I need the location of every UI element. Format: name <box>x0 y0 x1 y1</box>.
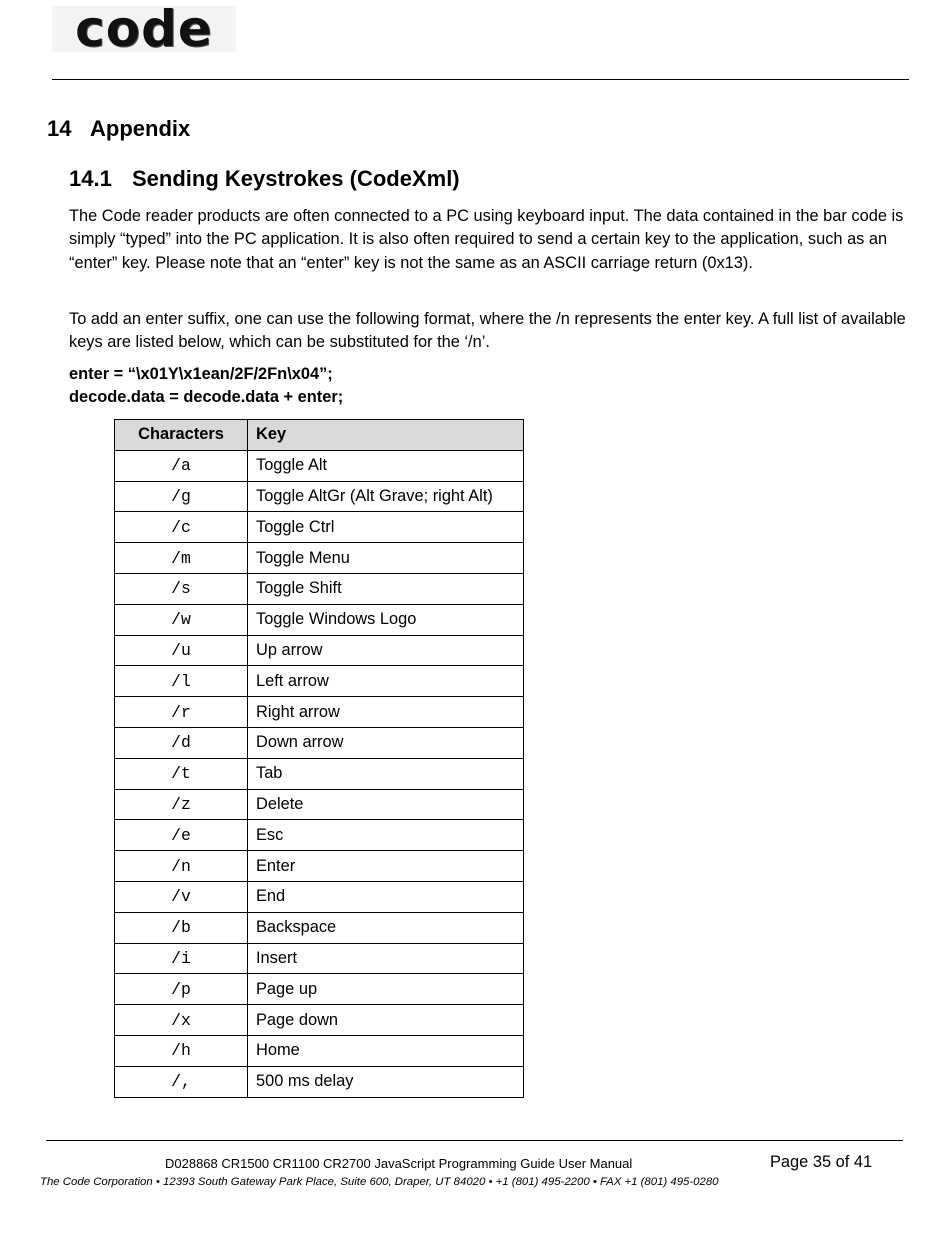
table-row <box>115 604 524 635</box>
table-row <box>115 974 524 1005</box>
table-row <box>115 943 524 974</box>
key-cell: Esc <box>248 820 524 851</box>
table-row <box>115 481 524 512</box>
character-cell: /t <box>115 758 248 789</box>
character-cell: /w <box>115 604 248 635</box>
company-logo <box>52 0 236 58</box>
character-cell: /u <box>115 635 248 666</box>
code-line-decode: decode.data = decode.data + enter; <box>69 388 344 406</box>
key-cell: Page down <box>248 1005 524 1036</box>
table-row <box>115 1035 524 1066</box>
character-cell: /z <box>115 789 248 820</box>
key-cell: Home <box>248 1035 524 1066</box>
table-row <box>115 543 524 574</box>
character-cell: /p <box>115 974 248 1005</box>
table-row <box>115 789 524 820</box>
subsection-heading <box>69 166 460 192</box>
code-line-enter: enter = “\x01Y\x1ean/2F/2Fn\x04”; <box>69 365 333 383</box>
table-row <box>115 758 524 789</box>
key-cell: Tab <box>248 758 524 789</box>
character-cell: /n <box>115 851 248 882</box>
character-cell: /, <box>115 1066 248 1097</box>
key-cell: Right arrow <box>248 697 524 728</box>
section-number: 14 <box>47 116 72 141</box>
column-header-characters: Characters <box>115 420 248 451</box>
table-row <box>115 820 524 851</box>
key-cell: Delete <box>248 789 524 820</box>
column-header-key: Key <box>248 420 524 451</box>
key-cell: Toggle AltGr (Alt Grave; right Alt) <box>248 481 524 512</box>
table-row <box>115 851 524 882</box>
suffix-paragraph: To add an enter suffix, one can use the following format, where the /n represents the enter key. A full list of available keys are listed below, which can be substituted for the ‘/n’. <box>69 310 906 352</box>
key-cell: Toggle Menu <box>248 543 524 574</box>
character-cell: /v <box>115 881 248 912</box>
header-divider <box>52 79 909 80</box>
character-cell: /d <box>115 727 248 758</box>
character-cell: /r <box>115 697 248 728</box>
table-row <box>115 1066 524 1097</box>
character-cell: /s <box>115 573 248 604</box>
table-row <box>115 697 524 728</box>
key-cell: Up arrow <box>248 635 524 666</box>
character-cell: /c <box>115 512 248 543</box>
footer-divider <box>46 1140 903 1141</box>
key-cell: Insert <box>248 943 524 974</box>
table-row <box>115 912 524 943</box>
character-cell: /e <box>115 820 248 851</box>
character-cell: /x <box>115 1005 248 1036</box>
table-row <box>115 573 524 604</box>
section-heading <box>47 116 190 142</box>
key-cell: 500 ms delay <box>248 1066 524 1097</box>
key-cell: Toggle Ctrl <box>248 512 524 543</box>
table-row <box>115 881 524 912</box>
table-header-row <box>115 420 524 451</box>
section-title: Appendix <box>90 116 191 141</box>
table-row <box>115 666 524 697</box>
character-cell: /l <box>115 666 248 697</box>
character-cell: /g <box>115 481 248 512</box>
key-cell: Toggle Alt <box>248 450 524 481</box>
key-cell: Toggle Windows Logo <box>248 604 524 635</box>
table-row <box>115 727 524 758</box>
character-cell: /b <box>115 912 248 943</box>
footer-document-title: D028868 CR1500 CR1100 CR2700 JavaScript Programming Guide User Manual <box>165 1156 633 1171</box>
table-row <box>115 1005 524 1036</box>
character-cell: /i <box>115 943 248 974</box>
key-cell: Enter <box>248 851 524 882</box>
character-cell: /m <box>115 543 248 574</box>
character-cell: /a <box>115 450 248 481</box>
key-cell: Page up <box>248 974 524 1005</box>
intro-paragraph: The Code reader products are often connected to a PC using keyboard input. The data contained in the bar code is simply “typed” into the PC application. It is also often required to send a certain key to the application, such as an “enter” key. Please note that an “enter” key is not the same as an ASCII carriage return (0x13). <box>69 207 904 272</box>
footer-address: The Code Corporation • 12393 South Gateway Park Place, Suite 600, Draper, UT 84020 • +1 (801) 495-2200 • FAX +1 (801) 495-0280 <box>40 1176 719 1188</box>
table-row <box>115 450 524 481</box>
keystroke-table <box>114 419 524 1098</box>
key-cell: Left arrow <box>248 666 524 697</box>
key-cell: End <box>248 881 524 912</box>
table-row <box>115 635 524 666</box>
key-cell: Backspace <box>248 912 524 943</box>
page-number: Page 35 of 41 <box>770 1153 873 1171</box>
logo-text: code <box>75 0 213 58</box>
table-row <box>115 512 524 543</box>
key-cell: Down arrow <box>248 727 524 758</box>
character-cell: /h <box>115 1035 248 1066</box>
key-cell: Toggle Shift <box>248 573 524 604</box>
subsection-title: Sending Keystrokes (CodeXml) <box>132 166 460 191</box>
subsection-number: 14.1 <box>69 166 112 191</box>
